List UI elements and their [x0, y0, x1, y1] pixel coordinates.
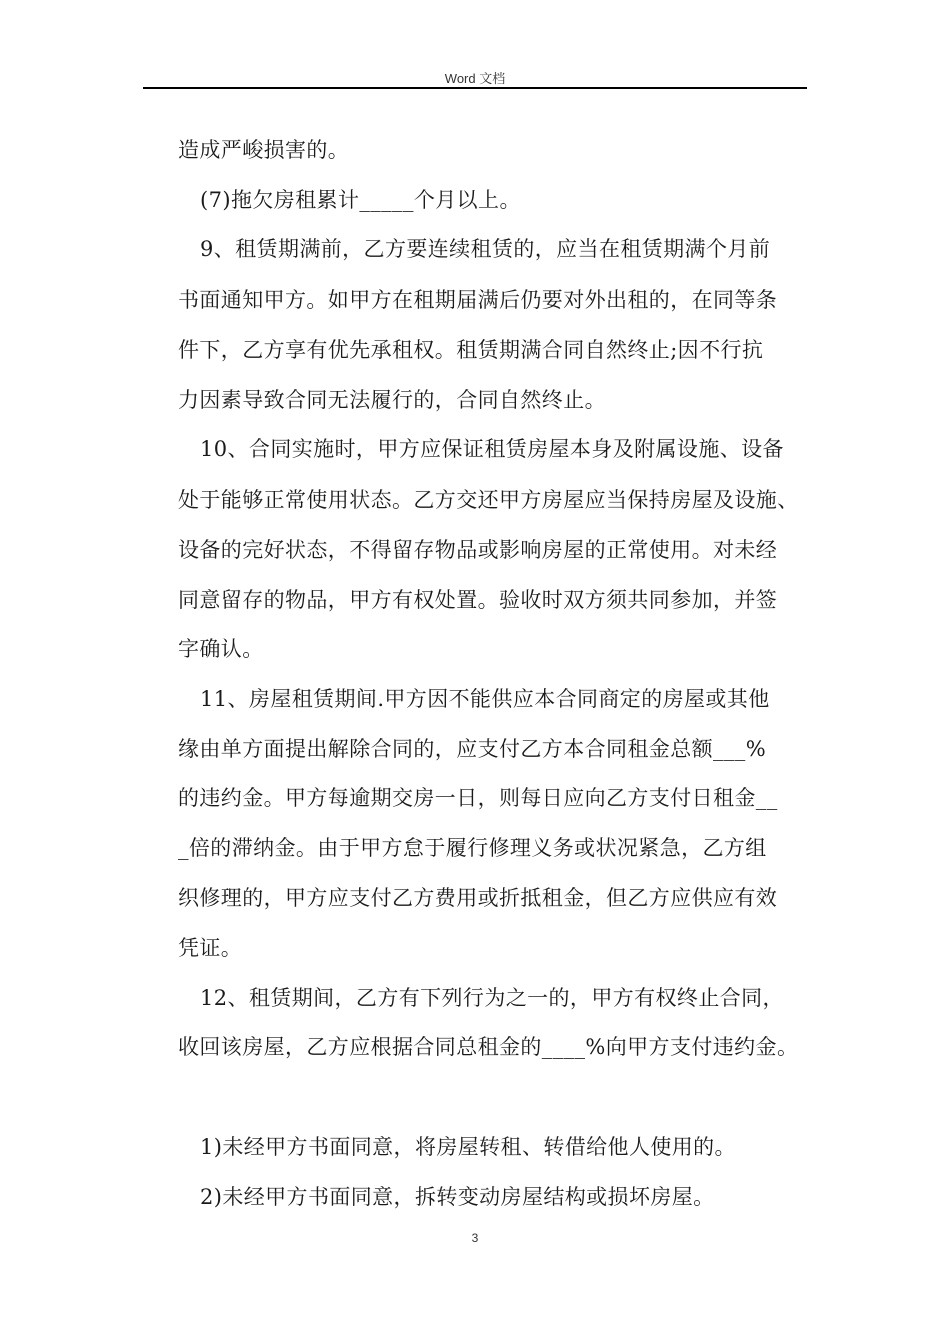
text-line: 凭证。 — [178, 936, 243, 960]
page-number: 3 — [471, 1231, 479, 1245]
text-line: 的违约金。甲方每逾期交房一日，则每日应向乙方支付日租金__ — [178, 786, 778, 810]
text-line: 力因素导致合同无法履行的，合同自然终止。 — [178, 388, 606, 412]
text-line: 11、房屋租赁期间.甲方因不能供应本合同商定的房屋或其他 — [200, 687, 770, 711]
text-line: 设备的完好状态，不得留存物品或影响房屋的正常使用。对未经 — [178, 538, 778, 562]
text-line: (7)拖欠房租累计_____个月以上。 — [200, 188, 521, 212]
text-line: 1)未经甲方书面同意，将房屋转租、转借给他人使用的。 — [200, 1135, 736, 1159]
text-line: 12、租赁期间，乙方有下列行为之一的，甲方有权终止合同， — [200, 986, 784, 1010]
text-line: 同意留存的物品，甲方有权处置。验收时双方须共同参加，并签 — [178, 588, 778, 612]
text-line: _倍的滞纳金。由于甲方怠于履行修理义务或状况紧急，乙方组 — [178, 836, 767, 860]
text-line: 2)未经甲方书面同意，拆转变动房屋结构或损坏房屋。 — [200, 1185, 715, 1209]
text-line: 织修理的，甲方应支付乙方费用或折抵租金，但乙方应供应有效 — [178, 886, 778, 910]
page-header-title: Word 文档 — [444, 71, 506, 86]
text-line: 字确认。 — [178, 637, 264, 661]
text-line: 10、合同实施时，甲方应保证租赁房屋本身及附属设施、设备 — [200, 437, 784, 461]
text-line: 收回该房屋，乙方应根据合同总租金的____%向甲方支付违约金。 — [178, 1035, 799, 1059]
text-line: 处于能够正常使用状态。乙方交还甲方房屋应当保持房屋及设施、 — [178, 488, 799, 512]
text-line: 件下，乙方享有优先承租权。租赁期满合同自然终止;因不行抗 — [178, 338, 764, 362]
header-divider — [143, 87, 807, 89]
text-line: 书面通知甲方。如甲方在租期届满后仍要对外出租的，在同等条 — [178, 288, 778, 312]
text-line: 造成严峻损害的。 — [178, 138, 350, 162]
text-line: 9、租赁期满前，乙方要连续租赁的，应当在租赁期满个月前 — [200, 237, 771, 261]
text-line: 缘由单方面提出解除合同的，应支付乙方本合同租金总额___% — [178, 737, 767, 761]
